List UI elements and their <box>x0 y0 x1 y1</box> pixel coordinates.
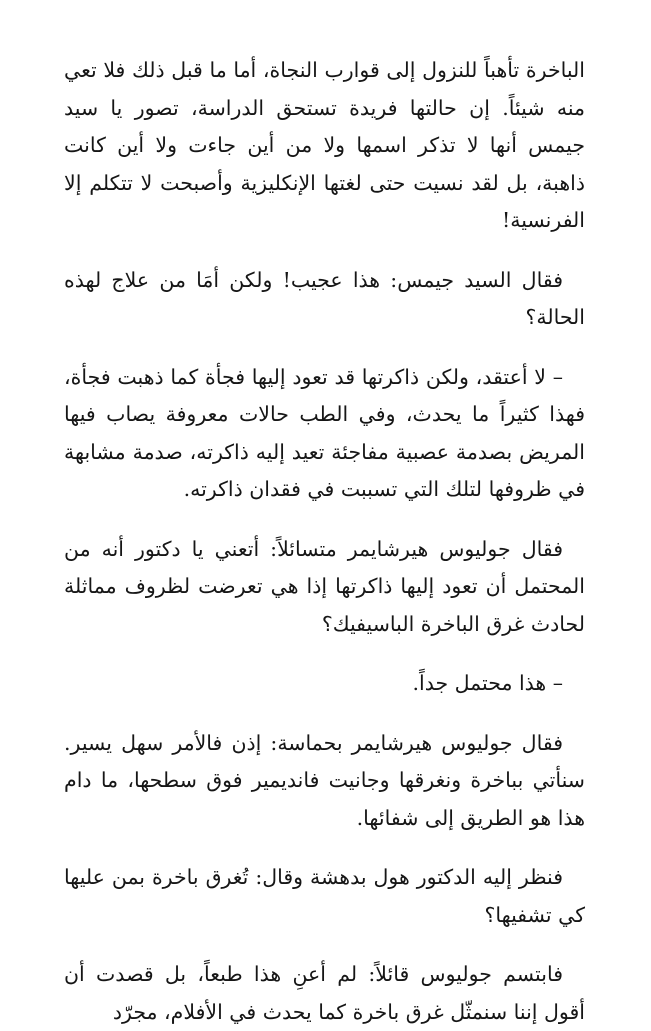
paragraph-continuation: الباخرة تأهباً للنزول إلى قوارب النجاة، أما ما قبل ذلك فلا تعي منه شيئاً. إن حالتها فريدة تستحق الدراسة، تصور يا سيد جيمس أنها لا تذكر اسمها ولا من أين جاءت ولا أين كانت ذاهبة، بل لقد نسيت حتى لغتها الإنكليزية وأصبحت لا تتكلم إلا الفرنسية! <box>64 58 585 232</box>
paragraph-julius-plan: فقال جوليوس هيرشايمر بحماسة: إذن فالأمر سهل يسير. سنأتي بباخرة ونغرقها وجانيت فانديمير فوق سطحها، ما دام هذا هو الطريق إلى شفائها. <box>64 730 585 830</box>
paragraph-julius-clarification: فابتسم جوليوس قائلاً: لم أعنِ هذا طبعاً، بل قصدت أن أقول إننا سنمثّل غرق باخرة كما يحدث في الأفلام، مجرّد <box>64 962 585 1024</box>
paragraph-james-reply: فقال السيد جيمس: هذا عجيب! ولكن أمَا من علاج لهذه الحالة؟ <box>64 267 585 329</box>
paragraph-doctor-answer: – هذا محتمل جداً. <box>412 671 563 695</box>
paragraph-doctor-surprise: فنظر إليه الدكتور هول بدهشة وقال: تُغرق باخرة بمن عليها كي تشفيها؟ <box>64 865 585 927</box>
paragraph-doctor-explanation: – لا أعتقد، ولكن ذاكرتها قد تعود إليها فجأة كما ذهبت فجأة، فهذا كثيراً ما يحدث، وفي الطب حالات معروفة يصاب فيها المريض بصدمة عصبية مفاجئة تعيد إليه ذاكرته، صدمة مشابهة في ظروفها لتلك التي تسببت في فقدان ذاكرته. <box>64 364 585 501</box>
paragraph-julius-question: فقال جوليوس هيرشايمر متسائلاً: أتعني يا دكتور أنه من المحتمل أن تعود إليها ذاكرتها إذا هي تعرضت لظروف مماثلة لحادث غرق الباخرة الباسيفيك؟ <box>64 536 585 636</box>
